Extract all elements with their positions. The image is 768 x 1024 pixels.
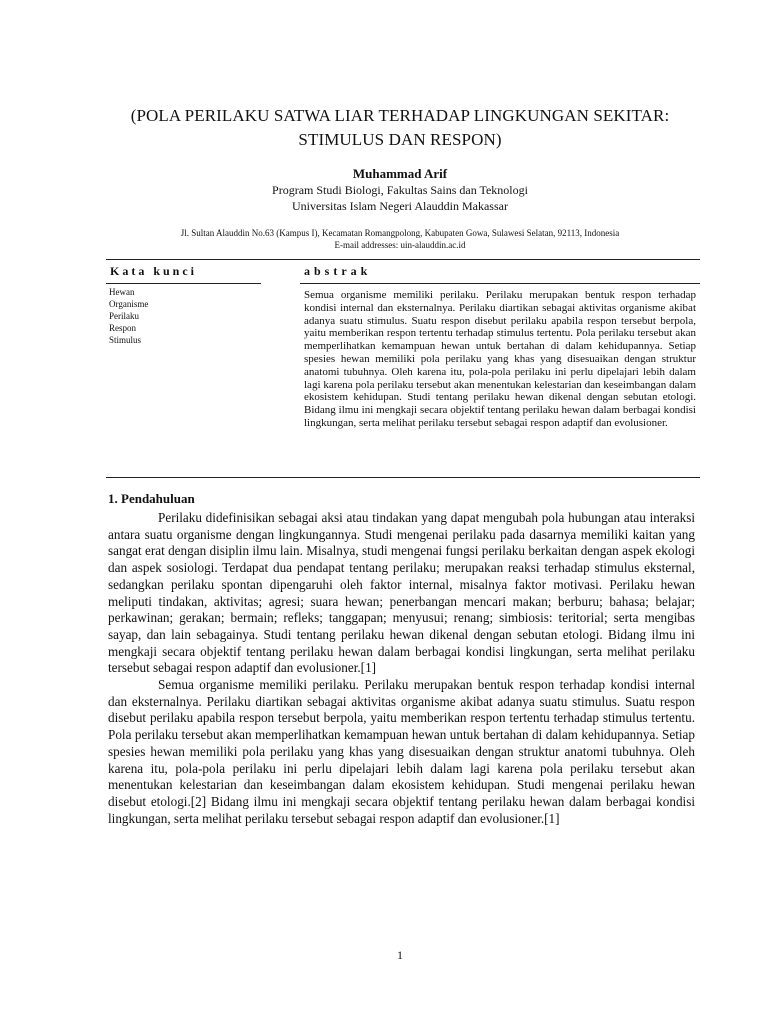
author-name: Muhammad Arif [352,166,448,181]
email-line: E-mail addresses: uin-alauddin.ac.id [334,240,466,250]
title-line-2: STIMULUS DAN RESPON) [298,130,502,149]
abstract-text: Semua organisme memiliki perilaku. Perilaku merupakan bentuk respon terhadap kondisi internal dan eksternalnya. Perilaku diartikan sebagai aktivitas organisme akibat adanya suatu stimulus. Suatu respon disebut perilaku apabila respon tersebut berpola, yaitu memberikan respon tertentu terhadap stimulus tertentu. Pola perilaku tersebut akan memperlihatkan kemampuan hewan untuk bertahan di dalam kehidupannya. Setiap spesies hewan memiliki pola perilaku yang khas yang disesuaikan dengan struktur anatomi tubuhnya. Oleh karena itu, pola-pola perilaku ini perlu dipelajari lebih dalam lagi karena pola perilaku tersebut akan menentukan kelestarian dan keseimbangan dalam ekosistem kehidupan. Studi tentang perilaku hewan dikenal dengan sebutan etologi. Bidang ilmu ini mengkaji secara objektif tentang perilaku hewan dalam berbagai kondisi lingkungan, serta melihat perilaku tersebut sebagai respon adaptif dan evolusioner. [304,289,696,429]
address-line: Jl. Sultan Alauddin No.63 (Kampus I), Kecamatan Romangpolong, Kabupaten Gowa, Sulawesi Selatan, 92113, Indonesia [180,228,620,238]
keyword-item: Perilaku [109,311,139,321]
keyword-item: Organisme [109,299,149,309]
keyword-item: Stimulus [109,335,142,345]
abstract-heading: abstrak [304,264,372,278]
page-number: 1 [397,948,403,962]
keyword-item: Hewan [109,287,135,297]
paper-title [80,104,720,152]
keywords-rule [106,283,261,284]
abstract-rule [300,283,700,284]
affiliation-line-2: Universitas Islam Negeri Alauddin Makassar [292,199,508,213]
introduction-paragraph-1: Perilaku didefinisikan sebagai aksi atau tindakan yang dapat mengubah pola hubungan atau interaksi antara suatu organisme dengan lingkungannya. Studi mengenai perilaku pada dasarnya memiliki kaitan yang sangat erat dengan disiplin ilmu lain. Misalnya, studi mengenai fungsi perilaku berkaitan dengan aspek ekologi dan aspek sosiologi. Terdapat dua pendapat tentang perilaku; merupakan reaksi terhadap stimulus eksternal, sedangkan perilaku spontan dipengaruhi oleh faktor internal, misalnya faktor motivasi. Perilaku hewan meliputi tindakan, aktivitas; agresi; suara hewan; penerbangan mencari makan; berburu; bahasa; belajar; perkawinan; gerakan; bermain; refleks; tanggapan; menyusui; renang; simbiosis: teritorial; serta mengibas sayap, dan lain sebagainya. Studi tentang perilaku hewan dikenal dengan sebutan etologi. Bidang ilmu ini mengkaji secara objektif tentang perilaku hewan dalam berbagai kondisi lingkungan, serta melihat perilaku tersebut sebagai respon adaptif dan evolusioner.[1] [108,510,695,676]
header-top-rule [106,259,700,260]
title-line-1: (POLA PERILAKU SATWA LIAR TERHADAP LINGKUNGAN SEKITAR: [130,106,670,125]
keywords-heading: Kata kunci [110,264,198,278]
introduction-paragraph-2: Semua organisme memiliki perilaku. Perilaku merupakan bentuk respon terhadap kondisi internal dan eksternalnya. Perilaku diartikan sebagai aktivitas organisme akibat adanya suatu stimulus. Suatu respon disebut perilaku apabila respon tersebut berpola, yaitu memberikan respon tertentu terhadap stimulus tertentu. Pola perilaku tersebut akan memperlihatkan kemampuan hewan untuk bertahan di dalam kehidupannya. Setiap spesies hewan memiliki pola perilaku yang khas yang disesuaikan dengan struktur anatomi tubuhnya. Oleh karena itu, pola-pola perilaku ini perlu dipelajari lebih dalam lagi karena pola perilaku tersebut akan menentukan kelestarian dan keseimbangan dalam ekosistem kehidupan. Studi mengenai perilaku hewan disebut etologi.[2] Bidang ilmu ini mengkaji secara objektif tentang perilaku hewan dalam berbagai kondisi lingkungan, serta melihat perilaku tersebut sebagai respon adaptif dan evolusioner.[1] [108,677,695,826]
section-heading-introduction: 1. Pendahuluan [108,491,195,506]
abstract-bottom-rule [106,477,700,478]
keywords-list [109,286,148,346]
affiliation-line-1: Program Studi Biologi, Fakultas Sains dan Teknologi [272,183,528,197]
introduction-body [108,510,695,827]
keyword-item: Respon [109,323,136,333]
